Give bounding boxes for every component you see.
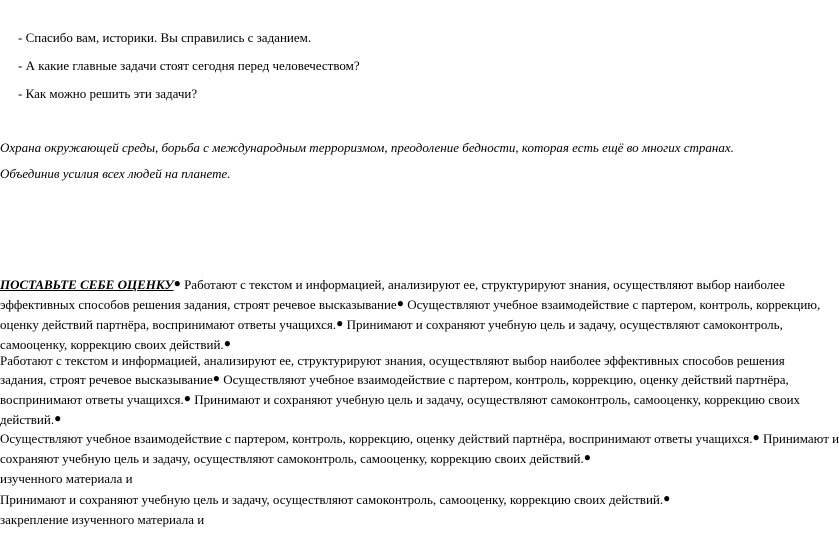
block2-text: Принимают и сохраняют учебную цель и задачу, осуществляют самоконтроль, самооценку, коррекцию своих	[191, 392, 801, 407]
bullet-icon: ●	[752, 430, 760, 444]
block3-line-1	[0, 429, 839, 449]
block1-text: оценку действий партнёра, воспринимают ответы учащихся.	[0, 317, 337, 332]
block4-text: Принимают и сохраняют учебную цель и задачу, осуществляют самоконтроль, самооценку, коррекцию своих действий.	[0, 492, 664, 507]
block3-line-2	[0, 449, 830, 469]
answer-line-1: Охрана окружающей среды, борьба с международным терроризмом, преодоление бедности, которая есть ещё во многих странах.	[0, 140, 734, 155]
block3-line-3	[0, 469, 830, 488]
block2-text: воспринимают ответы учащихся.	[0, 392, 184, 407]
block1-text: Работают с текстом и информацией, анализируют ее, структурируют знания, осуществляют выбор наиболее	[180, 277, 785, 292]
block3-text: Осуществляют учебное взаимодействие с партером, контроль, коррекцию, оценку действий партнёра, воспринимают ответы учащихся.	[0, 431, 753, 446]
bullet-icon: ●	[336, 316, 344, 330]
block1-text: самооценку, коррекцию своих действий.	[0, 337, 224, 352]
block2-line-1	[0, 351, 830, 370]
assessment-block-4	[0, 490, 830, 529]
block1-text: Осуществляют учебное взаимодействие с партером, контроль, коррекцию,	[403, 297, 821, 312]
block1-line-3	[0, 315, 830, 335]
block2-text: Работают с текстом и информацией, анализируют ее, структурируют знания, осуществляют выбор наиболее эффективных способов решения	[0, 353, 785, 368]
bullet-icon: ●	[54, 411, 62, 425]
bullet-icon: ●	[663, 491, 671, 505]
bullet-icon: ●	[223, 336, 231, 350]
bullet-icon: ●	[396, 296, 404, 310]
block3-text: изученного материала и	[0, 471, 133, 486]
bullet-icon: ●	[212, 371, 221, 385]
assessment-block-1	[0, 275, 830, 355]
assessment-block-3	[0, 429, 839, 488]
bullet-icon: ●	[173, 276, 181, 290]
block2-line-2	[0, 370, 830, 390]
dialogue-line-1: - Спасибо вам, историки. Вы справились с заданием.	[18, 30, 312, 45]
block2-line-4	[0, 410, 830, 430]
block2-text: задания, строят речевое высказывание	[0, 372, 213, 387]
answer-line-2: Объединив усилия всех людей на планете.	[0, 166, 231, 181]
block1-text: эффективных способов решения задания, строят речевое высказывание	[0, 297, 397, 312]
block2-text: действий.	[0, 412, 55, 427]
dialogue-line-2: - А какие главные задачи стоят сегодня перед человечеством?	[18, 58, 360, 73]
block4-text: закрепление изученного материала и	[0, 512, 205, 527]
block4-line-1	[0, 490, 830, 510]
block1-line-2	[0, 295, 830, 315]
block4-line-2	[0, 510, 830, 529]
block1-line-1	[0, 275, 830, 295]
dialogue-line-3: - Как можно решить эти задачи?	[18, 86, 198, 101]
block2-text: Осуществляют учебное взаимодействие с партером, контроль, коррекцию, оценку действий партнёра,	[220, 372, 789, 387]
block3-text: сохраняют учебную цель и задачу, осуществляют самоконтроль, самооценку, коррекцию своих действий.	[0, 451, 584, 466]
bullet-icon: ●	[183, 391, 192, 405]
block3-text: Принимают и	[759, 431, 839, 446]
block1-text: Принимают и сохраняют учебную цель и задачу, осуществляют самоконтроль,	[343, 317, 783, 332]
assessment-block-2	[0, 351, 830, 430]
block2-line-3	[0, 390, 830, 410]
assessment-heading: ПОСТАВЬТЕ СЕБЕ ОЦЕНКУ	[0, 277, 174, 292]
bullet-icon: ●	[583, 450, 592, 464]
